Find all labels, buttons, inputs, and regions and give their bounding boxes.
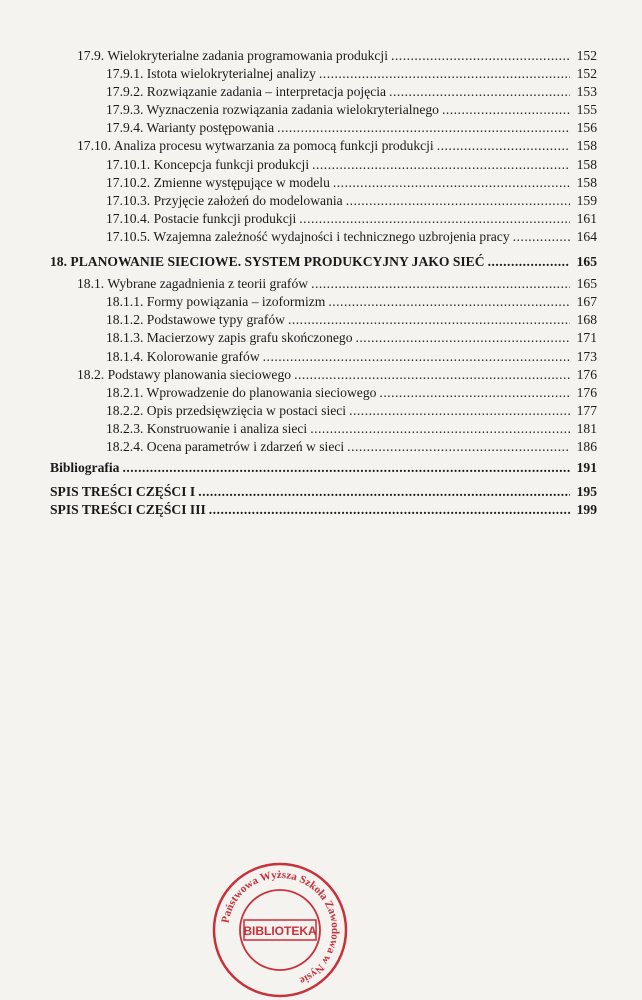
dot-leader: [328, 293, 570, 311]
dot-leader: [437, 137, 570, 155]
toc-page-number: 176: [576, 384, 597, 400]
toc-entry-label: 18.2.4. Ocena parametrów i zdarzeń w sieci: [106, 438, 345, 454]
toc-entry-label: 18.1.2. Podstawowe typy grafów: [106, 312, 285, 328]
toc-entry-label: 17.9.4. Warianty postępowania: [106, 120, 275, 136]
toc-entry-18-2-3[interactable]: [50, 420, 597, 438]
toc-page-number: 161: [576, 210, 597, 226]
toc-entry-label: 17.9.2. Rozwiązanie zadania – interpretacja pojęcia: [106, 84, 387, 100]
toc-entry-18-1[interactable]: [50, 275, 597, 293]
toc-entry-label: SPIS TREŚCI CZĘŚCI I: [50, 484, 196, 500]
toc-entry-17-9-4[interactable]: [50, 119, 597, 137]
toc-entry-label: 18.1.4. Kolorowanie grafów: [106, 348, 260, 364]
dot-leader: [347, 438, 570, 456]
toc-page-number: 152: [576, 48, 597, 63]
toc-page-number: 199: [576, 502, 597, 518]
dot-leader: [263, 348, 570, 366]
toc-entry-spis-czesci-3[interactable]: [50, 501, 597, 519]
toc-entry-17-10-4[interactable]: [50, 210, 597, 228]
dot-leader: [122, 459, 570, 477]
toc-page-number: 173: [576, 348, 597, 364]
toc-entry-18-2[interactable]: [50, 366, 597, 384]
toc-entry-18-1-4[interactable]: [50, 348, 597, 366]
toc-entry-label: 18.1.3. Macierzowy zapis grafu skończonego: [106, 330, 353, 346]
dot-leader: [379, 384, 570, 402]
toc-entry-17-10-1[interactable]: [50, 156, 597, 174]
dot-leader: [391, 47, 570, 65]
toc-page-number: 158: [576, 174, 597, 190]
toc-entry-18-1-3[interactable]: [50, 329, 597, 347]
toc-page-number: 164: [576, 228, 597, 244]
dot-leader: [346, 192, 570, 210]
toc-entry-17-10-3[interactable]: [50, 192, 597, 210]
toc-entry-18-2-1[interactable]: [50, 384, 597, 402]
spacer: [50, 246, 597, 253]
dot-leader: [277, 119, 570, 137]
toc-page-number: 191: [576, 460, 597, 476]
toc-entry-chapter-18[interactable]: [50, 253, 597, 271]
table-of-contents: [50, 47, 597, 519]
toc-entry-label: 17.10.2. Zmienne występujące w modelu: [106, 174, 330, 190]
toc-page-number: 165: [576, 276, 597, 292]
toc-entry-label: 18.2.3. Konstruowanie i analiza sieci: [106, 420, 308, 436]
toc-entry-spis-czesci-1[interactable]: [50, 483, 597, 501]
toc-entry-label: 18.2.1. Wprowadzenie do planowania sieciowego: [106, 384, 377, 400]
toc-entry-label: 18. PLANOWANIE SIECIOWE. SYSTEM PRODUKCYJNY JAKO SIEĆ: [50, 254, 485, 270]
dot-leader: [488, 253, 570, 271]
toc-page-number: 158: [576, 156, 597, 172]
dot-leader: [312, 156, 570, 174]
dot-leader: [310, 420, 570, 438]
toc-entry-label: 17.10. Analiza procesu wytwarzania za pomocą funkcji produkcji: [77, 138, 434, 154]
toc-entry-label: 18.1.1. Formy powiązania – izoformizm: [106, 294, 326, 310]
toc-entry-label: 17.9.1. Istota wielokryterialnej analizy: [106, 66, 316, 82]
toc-page-number: 177: [576, 402, 597, 418]
toc-entry-label: 17.10.3. Przyjęcie założeń do modelowania: [106, 192, 343, 208]
toc-page-number: 156: [576, 120, 597, 136]
dot-leader: [311, 275, 570, 293]
toc-entry-17-9-2[interactable]: [50, 83, 597, 101]
dot-leader: [513, 228, 570, 246]
dot-leader: [389, 83, 570, 101]
toc-entry-18-1-2[interactable]: [50, 311, 597, 329]
dot-leader: [442, 101, 570, 119]
toc-entry-18-1-1[interactable]: [50, 293, 597, 311]
toc-entry-17-10[interactable]: [50, 137, 597, 155]
toc-page-number: 176: [576, 366, 597, 382]
toc-page-number: 168: [576, 312, 597, 328]
toc-entry-18-2-2[interactable]: [50, 402, 597, 420]
toc-page-number: 153: [576, 84, 597, 100]
toc-entry-17-10-5[interactable]: [50, 228, 597, 246]
toc-entry-label: 18.2. Podstawy planowania sieciowego: [77, 366, 292, 382]
dot-leader: [319, 65, 570, 83]
toc-page-number: 159: [576, 192, 597, 208]
toc-page-number: 186: [576, 438, 597, 454]
dot-leader: [288, 311, 570, 329]
toc-entry-label: 17.9. Wielokryterialne zadania programowania produkcji: [77, 48, 388, 63]
toc-entry-label: 18.2.2. Opis przedsięwzięcia w postaci sieci: [106, 402, 347, 418]
dot-leader: [209, 501, 570, 519]
toc-page-number: 167: [576, 294, 597, 310]
toc-page-number: 181: [576, 420, 597, 436]
toc-entry-bibliografia[interactable]: [50, 459, 597, 477]
dot-leader: [198, 483, 570, 501]
dot-leader: [349, 402, 570, 420]
toc-page-number: 171: [576, 330, 597, 346]
toc-entry-label: 17.10.5. Wzajemna zależność wydajności i technicznego uzbrojenia pracy: [106, 228, 510, 244]
toc-entry-label: 17.10.4. Postacie funkcji produkcji: [106, 210, 297, 226]
library-stamp: [210, 860, 350, 1000]
toc-entry-label: 17.9.3. Wyznaczenia rozwiązania zadania wielokryterialnego: [106, 102, 439, 118]
stamp-center-text: BIBLIOTEKA: [243, 924, 317, 938]
toc-entry-label: SPIS TREŚCI CZĘŚCI III: [50, 502, 206, 518]
toc-entry-17-9-1[interactable]: [50, 65, 597, 83]
dot-leader: [333, 174, 570, 192]
toc-entry-17-9-3[interactable]: [50, 101, 597, 119]
toc-entry-label: Bibliografia: [50, 460, 120, 476]
toc-entry-18-2-4[interactable]: [50, 438, 597, 456]
toc-page-number: 155: [576, 102, 597, 118]
stamp-ring-text: Państwowa Wyższa Szkoła Zawodowa w Nysie: [219, 868, 342, 987]
toc-entry-17-9[interactable]: [50, 47, 597, 65]
dot-leader: [299, 210, 570, 228]
toc-page-number: 165: [576, 254, 597, 270]
dot-leader: [294, 366, 570, 384]
toc-entry-label: 17.10.1. Koncepcja funkcji produkcji: [106, 156, 310, 172]
toc-page-number: 152: [576, 66, 597, 82]
toc-entry-label: 18.1. Wybrane zagadnienia z teorii grafów: [77, 276, 309, 292]
toc-page-number: 158: [576, 138, 597, 154]
toc-page-number: 195: [576, 484, 597, 500]
toc-entry-17-10-2[interactable]: [50, 174, 597, 192]
dot-leader: [356, 329, 571, 347]
